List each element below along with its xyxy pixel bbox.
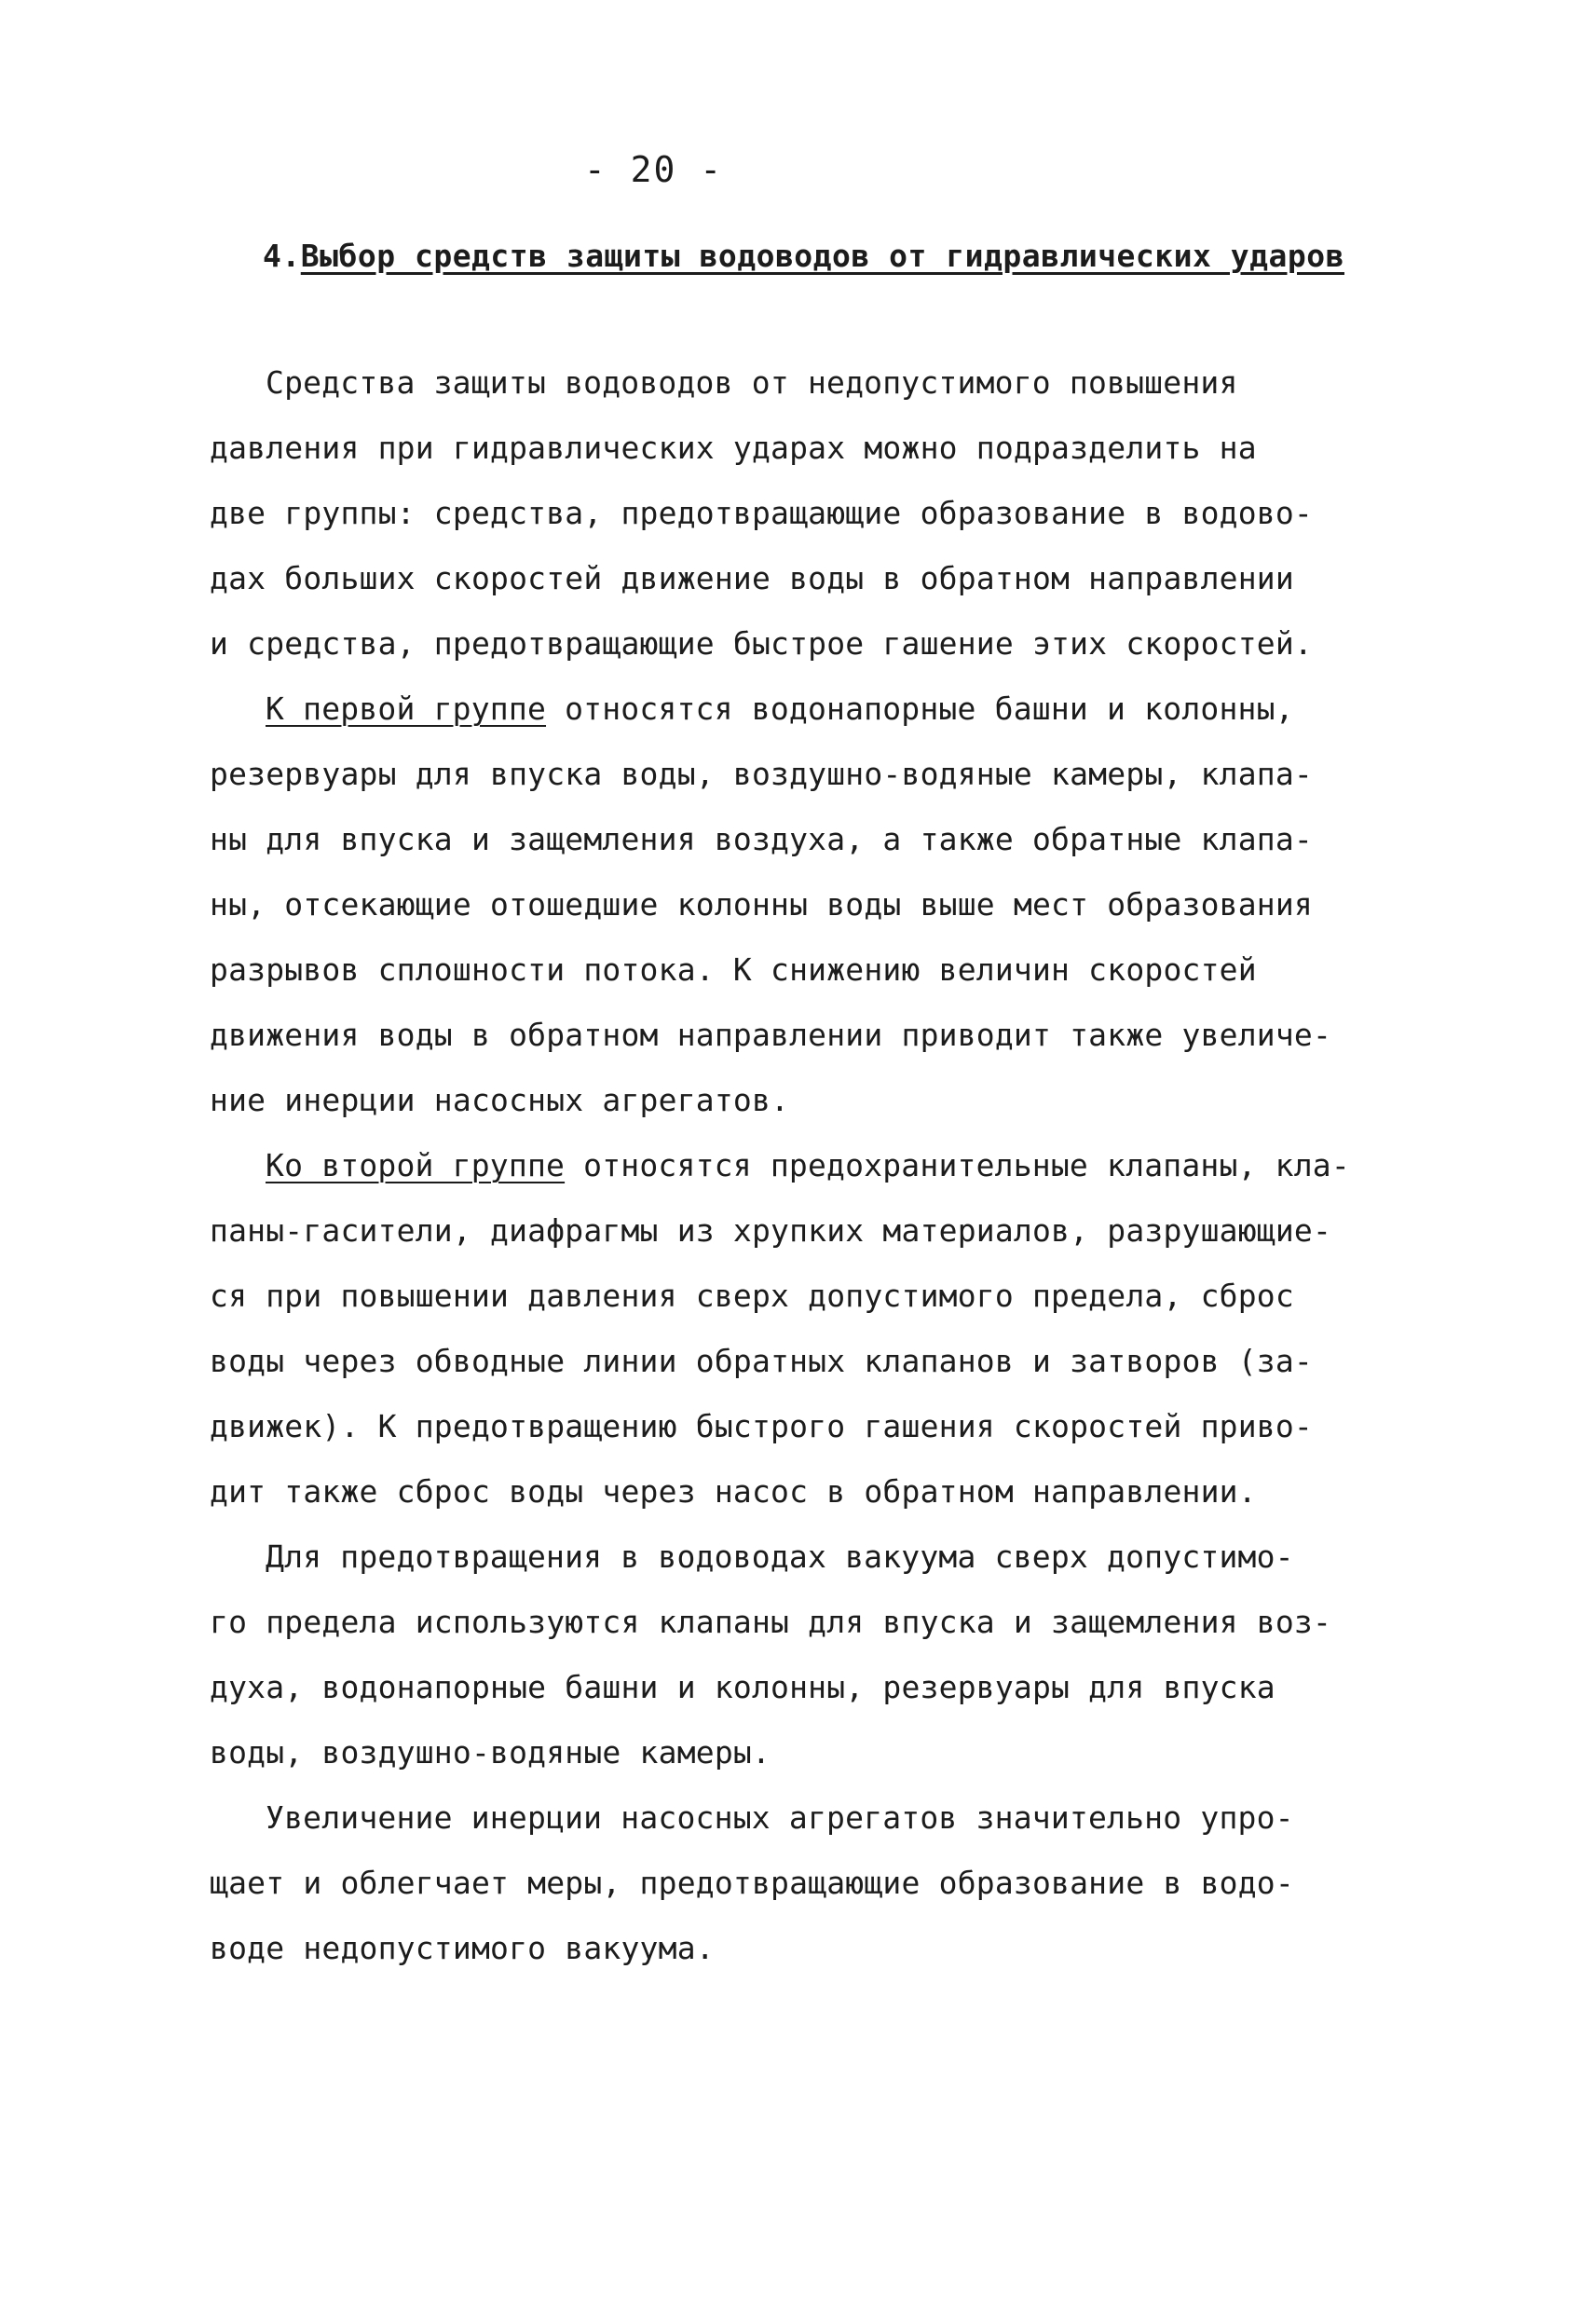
section-number: 4. [263, 238, 301, 274]
text-line: го предела используются клапаны для впуска и защемления воз- [210, 1604, 1332, 1640]
text-line: воды, воздушно-водяные камеры. [210, 1734, 771, 1771]
text-line: воды через обводные линии обратных клапанов и затворов (за- [210, 1343, 1313, 1379]
text-line: движения воды в обратном направлении приводит также увеличе- [210, 1017, 1332, 1053]
paragraph-lead-line [210, 677, 1412, 742]
underlined-term: Ко второй группе [266, 1147, 566, 1183]
page-number: - 20 - [583, 149, 724, 190]
text-line: разрывов сплошности потока. К снижению величин скоростей [210, 951, 1257, 988]
text-line: дит также сброс воды через насос в обратном направлении. [210, 1473, 1257, 1510]
text-line: воде недопустимого вакуума. [210, 1930, 715, 1966]
text-line: духа, водонапорные башни и колонны, резервуары для впуска [210, 1669, 1275, 1705]
lead-text: относятся предохранительные клапаны, кла- [565, 1147, 1350, 1183]
text-line: Средства защиты водоводов от недопустимого повышения [266, 364, 1238, 401]
text-line: резервуары для впуска воды, воздушно-водяные камеры, клапа- [210, 756, 1313, 792]
text-line: движек). К предотвращению быстрого гашения скоростей приво- [210, 1408, 1313, 1444]
text-line: паны-гасители, диафрагмы из хрупких материалов, разрушающие- [210, 1212, 1332, 1249]
section-title: Выбор средств защиты водоводов от гидравлических ударов [300, 238, 1344, 274]
text-line: давления при гидравлических ударах можно подразделить на [210, 430, 1257, 466]
paragraph-lead-line [210, 1133, 1412, 1198]
underlined-term: К первой группе [266, 691, 547, 727]
text-line: Для предотвращения в водоводах вакуума сверх допустимо- [266, 1538, 1294, 1575]
body-text [210, 350, 1412, 1981]
text-line: дах больших скоростей движение воды в обратном направлении [210, 560, 1294, 596]
text-line: ны, отсекающие отошедшие колонны воды выше мест образования [210, 886, 1313, 923]
lead-text: относятся водонапорные башни и колонны, [546, 691, 1294, 727]
text-line: ны для впуска и защемления воздуха, а также обратные клапа- [210, 821, 1313, 857]
text-line: Увеличение инерции насосных агрегатов значительно упро- [266, 1799, 1294, 1836]
text-line: и средства, предотвращающие быстрое гашение этих скоростей. [210, 625, 1313, 662]
section-heading [263, 238, 1344, 274]
text-line: ся при повышении давления сверх допустимого предела, сброс [210, 1278, 1294, 1314]
text-line: две группы: средства, предотвращающие образование в водово- [210, 495, 1313, 531]
text-line: ние инерции насосных агрегатов. [210, 1082, 790, 1118]
text-line: щает и облегчает меры, предотвращающие образование в водо- [210, 1865, 1294, 1901]
